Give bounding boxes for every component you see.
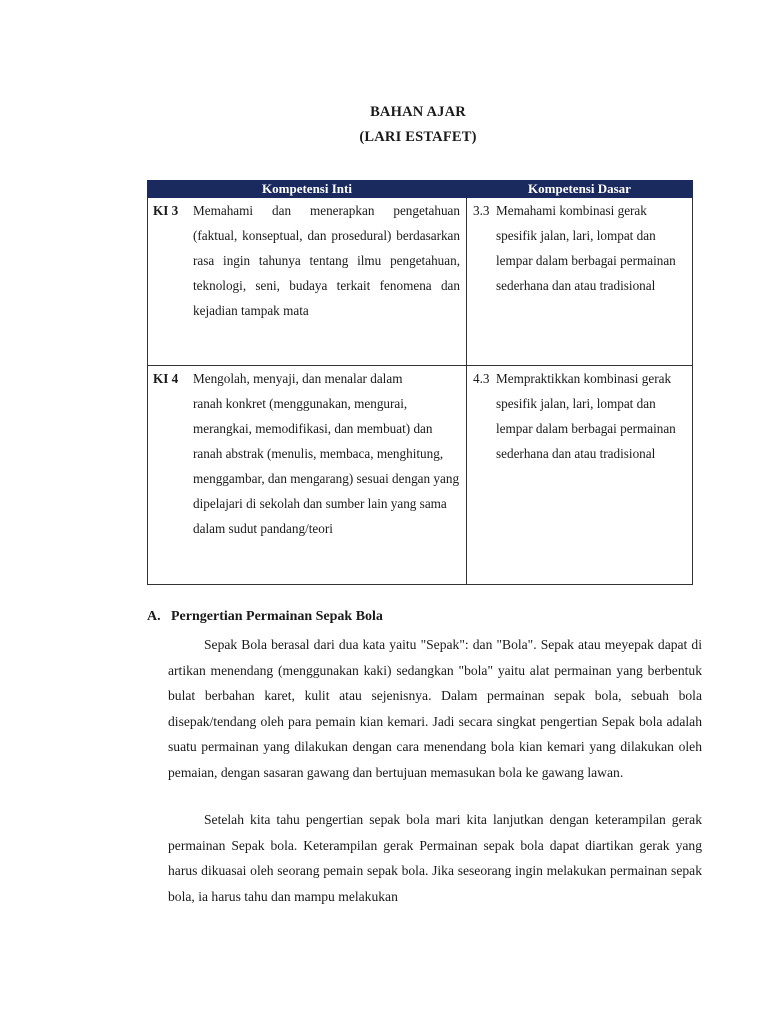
- ki-rest: (faktual, konseptual, dan prosedural) berdasarkan rasa ingin tahunya tentang ilmu pengetahuan, teknologi, seni, budaya terkait fenomena dan kejadian tampak mata: [193, 228, 460, 318]
- kd-number: 3.3: [473, 203, 490, 218]
- table-row: [148, 198, 693, 366]
- ki-first-line: Mengolah, menyaji, dan menalar dalam: [193, 371, 403, 386]
- table-row: [148, 366, 693, 585]
- section-heading: [147, 609, 383, 625]
- document-title: BAHAN AJAR: [370, 104, 466, 120]
- ki-cell: [148, 366, 467, 585]
- ki-cell: [148, 198, 467, 366]
- ki-label: KI 3: [153, 203, 179, 218]
- header-kompetensi-dasar: Kompetensi Dasar: [467, 181, 693, 198]
- ki-text: [193, 198, 460, 323]
- table-header-row: [148, 181, 693, 198]
- ki-label: KI 4: [153, 371, 179, 386]
- ki-text: [193, 366, 460, 541]
- kd-text: Mempraktikkan kombinasi gerak spesifik jalan, lari, lompat dan lempar dalam berbagai permainan sederhana dan atau tradisional: [496, 371, 676, 461]
- section-title: Perngertian Permainan Sepak Bola: [171, 609, 383, 624]
- kd-cell: [467, 366, 693, 585]
- ki-first-line: Memahami dan menerapkan pengetahuan: [193, 203, 460, 218]
- document-subtitle: (LARI ESTAFET): [359, 129, 477, 145]
- kd-text: Memahami kombinasi gerak spesifik jalan, lari, lompat dan lempar dalam berbagai permainan sederhana dan atau tradisional: [496, 203, 676, 293]
- header-kompetensi-inti: Kompetensi Inti: [148, 181, 467, 198]
- paragraph: Setelah kita tahu pengertian sepak bola mari kita lanjutkan dengan keterampilan gerak permainan Sepak bola. Keterampilan gerak Permainan sepak bola dapat diartikan gerak yang harus dikuasai oleh seorang pemain sepak bola. Jika seseorang ingin melakukan permainan sepak bola, ia harus tahu dan mampu melakukan: [168, 812, 702, 904]
- ki-rest: ranah konkret (menggunakan, mengurai, merangkai, memodifikasi, dan membuat) dan ranah abstrak (menulis, membaca, menghitung, menggambar, dan mengarang) sesuai dengan yang dipelajari di sekolah dan sumber lain yang sama dalam sudut pandang/teori: [193, 396, 460, 536]
- kd-number: 4.3: [473, 371, 490, 386]
- competency-table: [147, 180, 693, 585]
- paragraph: Sepak Bola berasal dari dua kata yaitu "Sepak": dan "Bola". Sepak atau meyepak dapat di artikan menendang (menggunakan kaki) sedangkan "bola" yaitu alat permainan yang berbentuk bulat berbahan karet, kulit atau sejenisnya. Dalam permainan sepak bola, sebuah bola disepak/tendang oleh para pemain kian kemari. Jadi secara singkat pengertian Sepak bola adalah suatu permainan yang dilakukan dengan cara menendang bola kian kemari yang dilakukan oleh pemaian, dengan sasaran gawang dan bertujuan memasukan bola ke gawang lawan.: [168, 637, 702, 780]
- section-letter: A.: [147, 609, 161, 624]
- kd-cell: [467, 198, 693, 366]
